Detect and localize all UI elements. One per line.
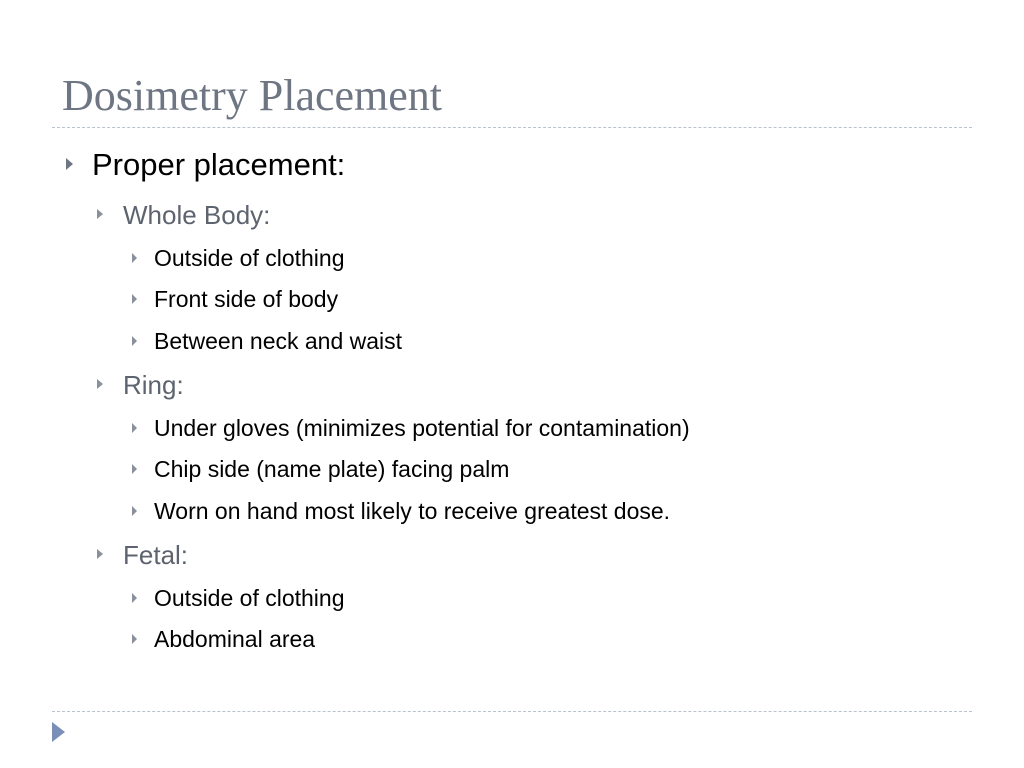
play-arrow-icon (52, 722, 65, 742)
bullet-ring (123, 368, 184, 402)
bullet-item (154, 454, 509, 484)
footer-divider (52, 711, 972, 712)
triangle-right-icon (66, 158, 73, 170)
triangle-right-icon (132, 464, 137, 474)
bullet-text: Abdominal area (154, 626, 316, 652)
triangle-right-icon (132, 253, 137, 263)
bullet-item (154, 243, 345, 273)
triangle-right-icon (132, 634, 137, 644)
bullet-item (154, 583, 345, 613)
bullet-text: Whole Body: (123, 200, 271, 230)
triangle-right-icon (97, 549, 103, 559)
bullet-text: Proper placement: (92, 147, 346, 182)
bullet-fetal (123, 538, 188, 572)
triangle-right-icon (97, 379, 103, 389)
bullet-text: Front side of body (154, 286, 339, 312)
bullet-text: Outside of clothing (154, 245, 345, 271)
bullet-text: Outside of clothing (154, 585, 345, 611)
triangle-right-icon (97, 209, 103, 219)
triangle-right-icon (132, 336, 137, 346)
bullet-item (154, 413, 690, 443)
slide-title: Dosimetry Placement (62, 71, 443, 120)
bullet-text: Between neck and waist (154, 328, 403, 354)
bullet-item (154, 624, 315, 654)
bullet-item (154, 284, 338, 314)
bullet-whole-body (123, 198, 270, 232)
bullet-proper-placement (92, 145, 345, 185)
triangle-right-icon (132, 294, 137, 304)
bullet-item (154, 496, 670, 526)
bullet-item (154, 326, 402, 356)
bullet-text: Fetal: (123, 540, 189, 570)
triangle-right-icon (132, 423, 137, 433)
bullet-text: Under gloves (minimizes potential for contamination) (154, 415, 690, 441)
triangle-right-icon (132, 506, 137, 516)
triangle-right-icon (132, 593, 137, 603)
bullet-text: Chip side (name plate) facing palm (154, 456, 510, 482)
bullet-text: Ring: (123, 370, 184, 400)
bullet-text: Worn on hand most likely to receive greatest dose. (154, 498, 671, 524)
